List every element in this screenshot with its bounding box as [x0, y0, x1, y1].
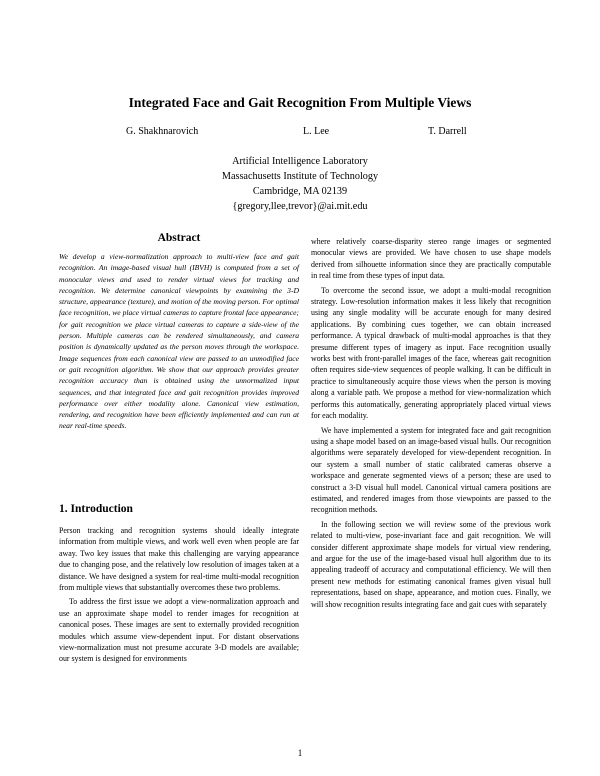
abstract-text: We develop a view-normalization approach to multi-view face and gait recognition. An image-based visual hull (IBVH) is computed from a set of monocular views and used to render virtual views for tracking and recognition. We determine canonical viewpoints by examining the 3-D structure, appearance (texture), and motion of the moving person. For optimal face recognition, we place virtual cameras to capture frontal face appearance; for gait recognition we place virtual cameras to capture a side-view of the person. Multiple cameras can be rendered simultaneously, and camera position is dynamically updated as the person moves through the workspace. Image sequences from each canonical view are passed to an unmodified face or gait recognition algorithm. We show that our approach provides greater recognition accuracy than is obtained using the unnormalized input sequences, and that integrated face and gait recognition provides improved performance over either modality alone. Canonical view estimation, rendering, and recognition have been efficiently implemented and can run at near real-time speeds. [59, 252, 299, 431]
author-2: L. Lee [303, 126, 330, 137]
affiliation-address: Cambridge, MA 02139 [252, 186, 348, 197]
right-column-body [311, 236, 551, 610]
intro-paragraph-1: Person tracking and recognition systems should ideally integrate information from multiple views, and work well even when people are far away. Two key issues that make this challenging are varying appearance due to changing pose, and the relatively low resolution of images taken at a distance. We have designed a system for real-time multi-modal recognition from multiple views that substantially overcomes these two problems. [59, 526, 299, 593]
author-1: G. Shakhnarovich [126, 126, 199, 137]
affiliation-institute: Massachusetts Institute of Technology [221, 171, 379, 182]
intro-paragraph-4: To overcome the second issue, we adopt a multi-modal recognition strategy. Low-resolution information makes it less likely that recognition using any single modality will be accurate enough for many desired applications. By combining cues together, we can obtain increased performance. A typical drawback of multi-modal approaches is that they presume different types of imagery as input. Face recognition usually works best with front-parallel images of the face, whereas gait recognition often requires side-view sequences of people walking. It can be difficult in practice to simultaneously acquire those views when the person is moving along a variable path. We propose a method for view-normalization which performs this automatically, generating appropriately placed virtual views for each modality. [311, 285, 551, 421]
intro-paragraph-2: To address the first issue we adopt a view-normalization approach and use an approximate shape model to render images for recognition at canonical poses. These images are sent to externally provided recognition modules which assume view-dependent input. For distant observations view-normalization must not presume accurate 3-D models are available; our system is designed for environments [59, 597, 299, 664]
section-heading-introduction: 1. Introduction [59, 503, 133, 515]
page-number: 1 [297, 748, 303, 758]
intro-paragraph-3: where relatively coarse-disparity stereo range images or segmented monocular views are provided. We have chosen to use shape models derived from silhouette information since they are practically computable in real time from these types of input data. [311, 237, 551, 281]
intro-paragraph-5: We have implemented a system for integrated face and gait recognition using a shape model based on an image-based visual hulls. Our recognition algorithms were separately developed for view-dependent recognition. In our system a small number of static calibrated cameras observe a workspace and generate segmented views of a person; these are used to construct a 3-D visual hull model. Canonical virtual camera positions are estimated, and rendered images from those viewpoints are passed to the recognition methods. [311, 425, 551, 515]
left-column-body [59, 525, 299, 665]
author-3: T. Darrell [428, 126, 467, 137]
abstract-heading: Abstract [157, 232, 201, 244]
paper-title: Integrated Face and Gait Recognition From Multiple Views [128, 95, 472, 110]
intro-paragraph-6: In the following section we will review some of the previous work related to multi-view, pose-invariant face and gait recognition. We will consider different approximate shape models for virtual view rendering, and argue for the use of the image-based visual hull algorithm due to its appealing tradeoff of accuracy and computational efficiency. We will then present new methods for estimating canonical frames given visual hull representations, based on shape, appearance, and motion cues. Finally, we will show recognition results integrating face and gait cues with separately [311, 519, 551, 609]
affiliation-lab: Artificial Intelligence Laboratory [232, 156, 368, 167]
affiliation-email: {gregory,llee,trevor}@ai.mit.edu [232, 201, 368, 212]
